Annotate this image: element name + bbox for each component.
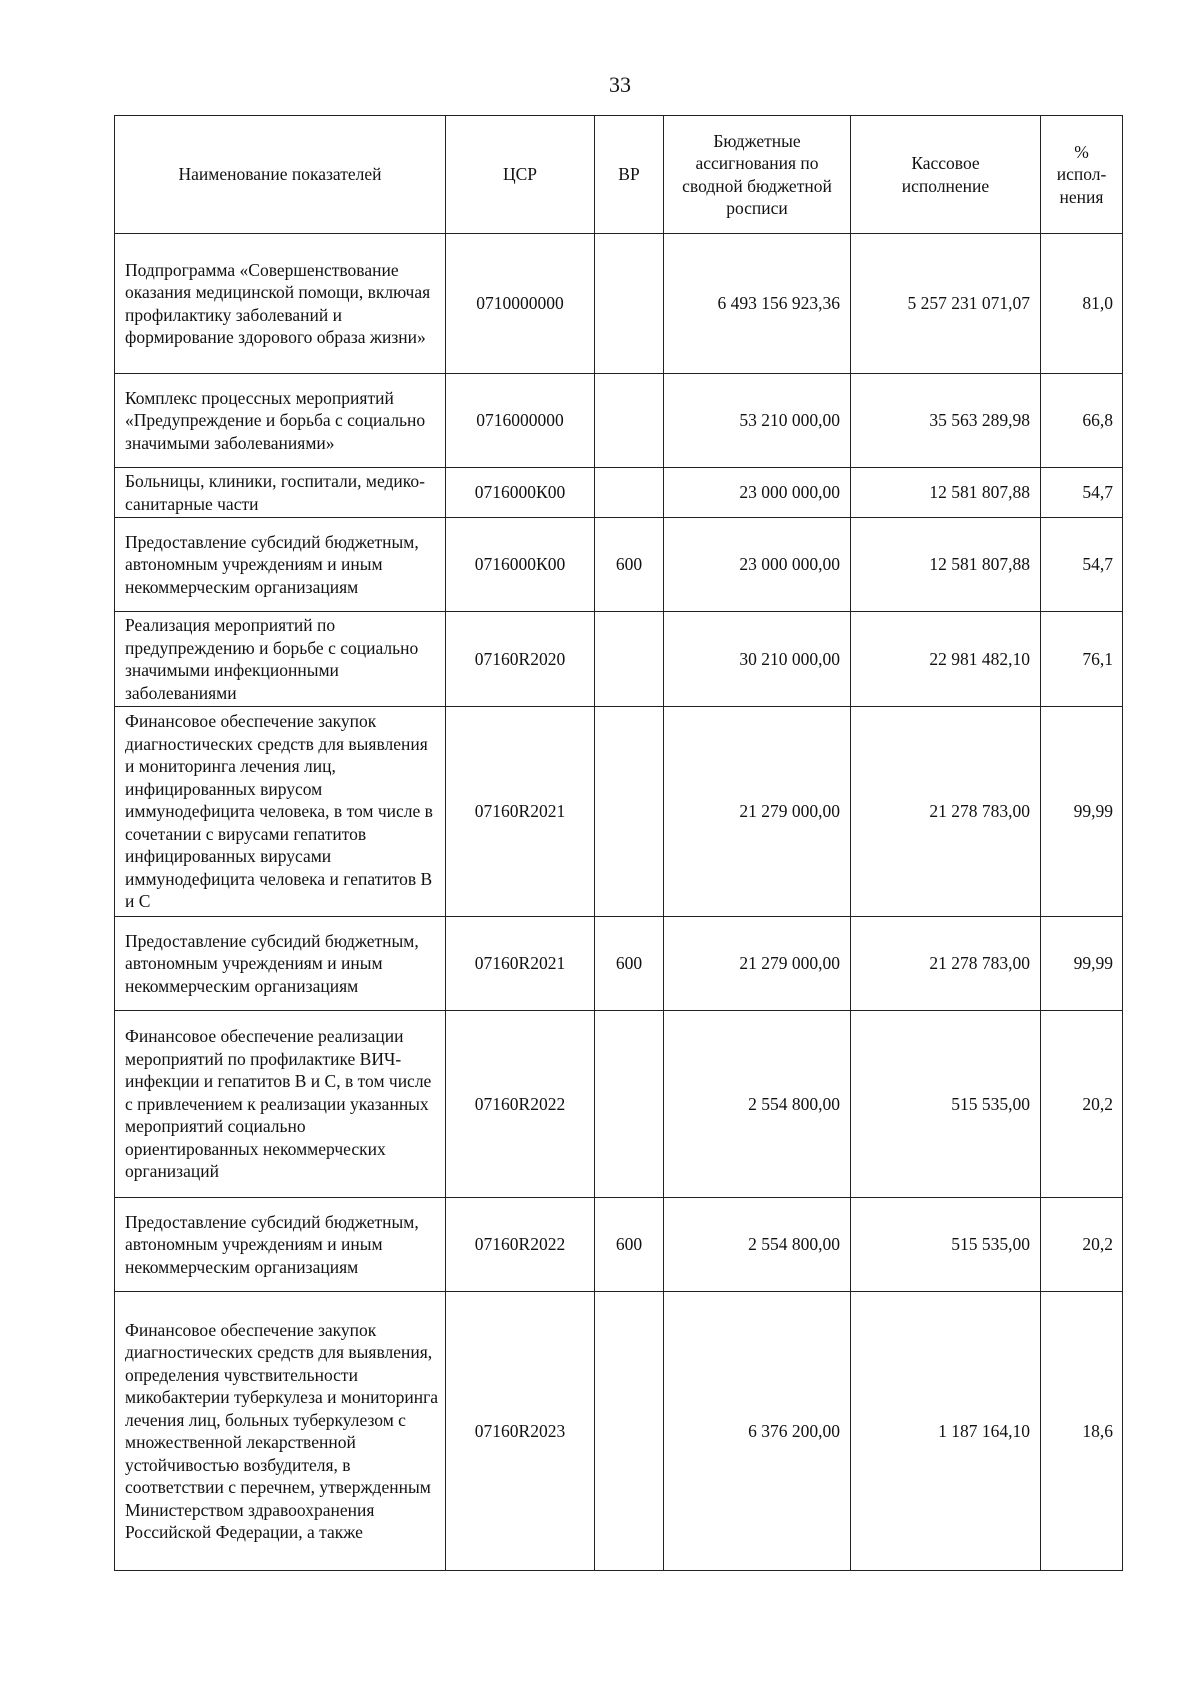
row-name: Больницы, клиники, госпитали, медико-санитарные части <box>115 468 446 518</box>
row-vr <box>595 1011 664 1198</box>
row-percent: 20,2 <box>1041 1011 1123 1198</box>
header-vr: ВР <box>595 116 664 234</box>
table-row <box>115 1292 1123 1571</box>
row-allocations: 2 554 800,00 <box>664 1198 851 1292</box>
row-csr: 0716000000 <box>446 374 595 468</box>
row-percent: 54,7 <box>1041 518 1123 612</box>
row-name: Подпрограмма «Совершенствование оказания медицинской помощи, включая профилактику заболеваний и формирование здорового образа жизни» <box>115 234 446 374</box>
row-name: Предоставление субсидий бюджетным, автономным учреждениям и иным некоммерческим организациям <box>115 1198 446 1292</box>
row-name: Предоставление субсидий бюджетным, автономным учреждениям и иным некоммерческим организациям <box>115 917 446 1011</box>
row-allocations: 23 000 000,00 <box>664 518 851 612</box>
row-vr: 600 <box>595 1198 664 1292</box>
header-name: Наименование показателей <box>115 116 446 234</box>
table-row <box>115 518 1123 612</box>
header-execution: Кассовое исполнение <box>851 116 1041 234</box>
row-allocations: 21 279 000,00 <box>664 917 851 1011</box>
row-allocations: 6 376 200,00 <box>664 1292 851 1571</box>
row-name: Комплекс процессных мероприятий «Предупреждение и борьба с социально значимыми заболеваниями» <box>115 374 446 468</box>
row-csr: 0710000000 <box>446 234 595 374</box>
table-row <box>115 374 1123 468</box>
row-csr: 07160R2021 <box>446 917 595 1011</box>
budget-execution-table <box>114 115 1123 1571</box>
row-allocations: 23 000 000,00 <box>664 468 851 518</box>
row-percent: 66,8 <box>1041 374 1123 468</box>
row-allocations: 53 210 000,00 <box>664 374 851 468</box>
table-row <box>115 468 1123 518</box>
header-allocations: Бюджетные ассигнования по сводной бюджетной росписи <box>664 116 851 234</box>
header-csr: ЦСР <box>446 116 595 234</box>
row-name: Финансовое обеспечение закупок диагностических средств для выявления, определения чувствительности микобактерии туберкулеза и мониторинга лечения лиц, больных туберкулезом с множественной лекарственной устойчивостью возбудителя, в соответствии с перечнем, утвержденным Министерством здравоохранения Российской Федерации, а также <box>115 1292 446 1571</box>
row-csr: 07160R2021 <box>446 707 595 917</box>
row-csr: 07160R2020 <box>446 612 595 707</box>
row-percent: 99,99 <box>1041 917 1123 1011</box>
row-percent: 20,2 <box>1041 1198 1123 1292</box>
table-row <box>115 1011 1123 1198</box>
row-execution: 1 187 164,10 <box>851 1292 1041 1571</box>
row-allocations: 6 493 156 923,36 <box>664 234 851 374</box>
row-execution: 21 278 783,00 <box>851 707 1041 917</box>
row-percent: 99,99 <box>1041 707 1123 917</box>
row-vr <box>595 374 664 468</box>
row-csr: 07160R2022 <box>446 1198 595 1292</box>
row-vr <box>595 707 664 917</box>
row-vr <box>595 468 664 518</box>
row-name: Реализация мероприятий по предупреждению и борьбе с социально значимыми инфекционными заболеваниями <box>115 612 446 707</box>
row-execution: 515 535,00 <box>851 1011 1041 1198</box>
row-allocations: 30 210 000,00 <box>664 612 851 707</box>
table-row <box>115 1198 1123 1292</box>
row-vr: 600 <box>595 917 664 1011</box>
row-percent: 54,7 <box>1041 468 1123 518</box>
row-execution: 12 581 807,88 <box>851 518 1041 612</box>
row-vr: 600 <box>595 518 664 612</box>
row-vr <box>595 612 664 707</box>
row-csr: 07160R2023 <box>446 1292 595 1571</box>
row-csr: 0716000К00 <box>446 518 595 612</box>
row-percent: 18,6 <box>1041 1292 1123 1571</box>
row-execution: 515 535,00 <box>851 1198 1041 1292</box>
table-row <box>115 234 1123 374</box>
row-execution: 21 278 783,00 <box>851 917 1041 1011</box>
row-name: Финансовое обеспечение реализации мероприятий по профилактике ВИЧ-инфекции и гепатитов В и С, в том числе с привлечением к реализации указанных мероприятий социально ориентированных некоммерческих организаций <box>115 1011 446 1198</box>
row-name: Предоставление субсидий бюджетным, автономным учреждениям и иным некоммерческим организациям <box>115 518 446 612</box>
table-row <box>115 917 1123 1011</box>
row-name: Финансовое обеспечение закупок диагностических средств для выявления и мониторинга лечения лиц, инфицированных вирусом иммунодефицита человека, в том числе в сочетании с вирусами гепатитов инфицированных вирусами иммунодефицита человека и гепатитов В и С <box>115 707 446 917</box>
table-header-row <box>115 116 1123 234</box>
table-row <box>115 707 1123 917</box>
row-execution: 35 563 289,98 <box>851 374 1041 468</box>
row-vr <box>595 234 664 374</box>
row-csr: 0716000К00 <box>446 468 595 518</box>
row-allocations: 2 554 800,00 <box>664 1011 851 1198</box>
header-percent: % испол-нения <box>1041 116 1123 234</box>
row-allocations: 21 279 000,00 <box>664 707 851 917</box>
row-vr <box>595 1292 664 1571</box>
row-execution: 22 981 482,10 <box>851 612 1041 707</box>
row-percent: 76,1 <box>1041 612 1123 707</box>
table-row <box>115 612 1123 707</box>
row-percent: 81,0 <box>1041 234 1123 374</box>
row-execution: 12 581 807,88 <box>851 468 1041 518</box>
row-execution: 5 257 231 071,07 <box>851 234 1041 374</box>
page-number: 33 <box>609 72 631 97</box>
row-csr: 07160R2022 <box>446 1011 595 1198</box>
